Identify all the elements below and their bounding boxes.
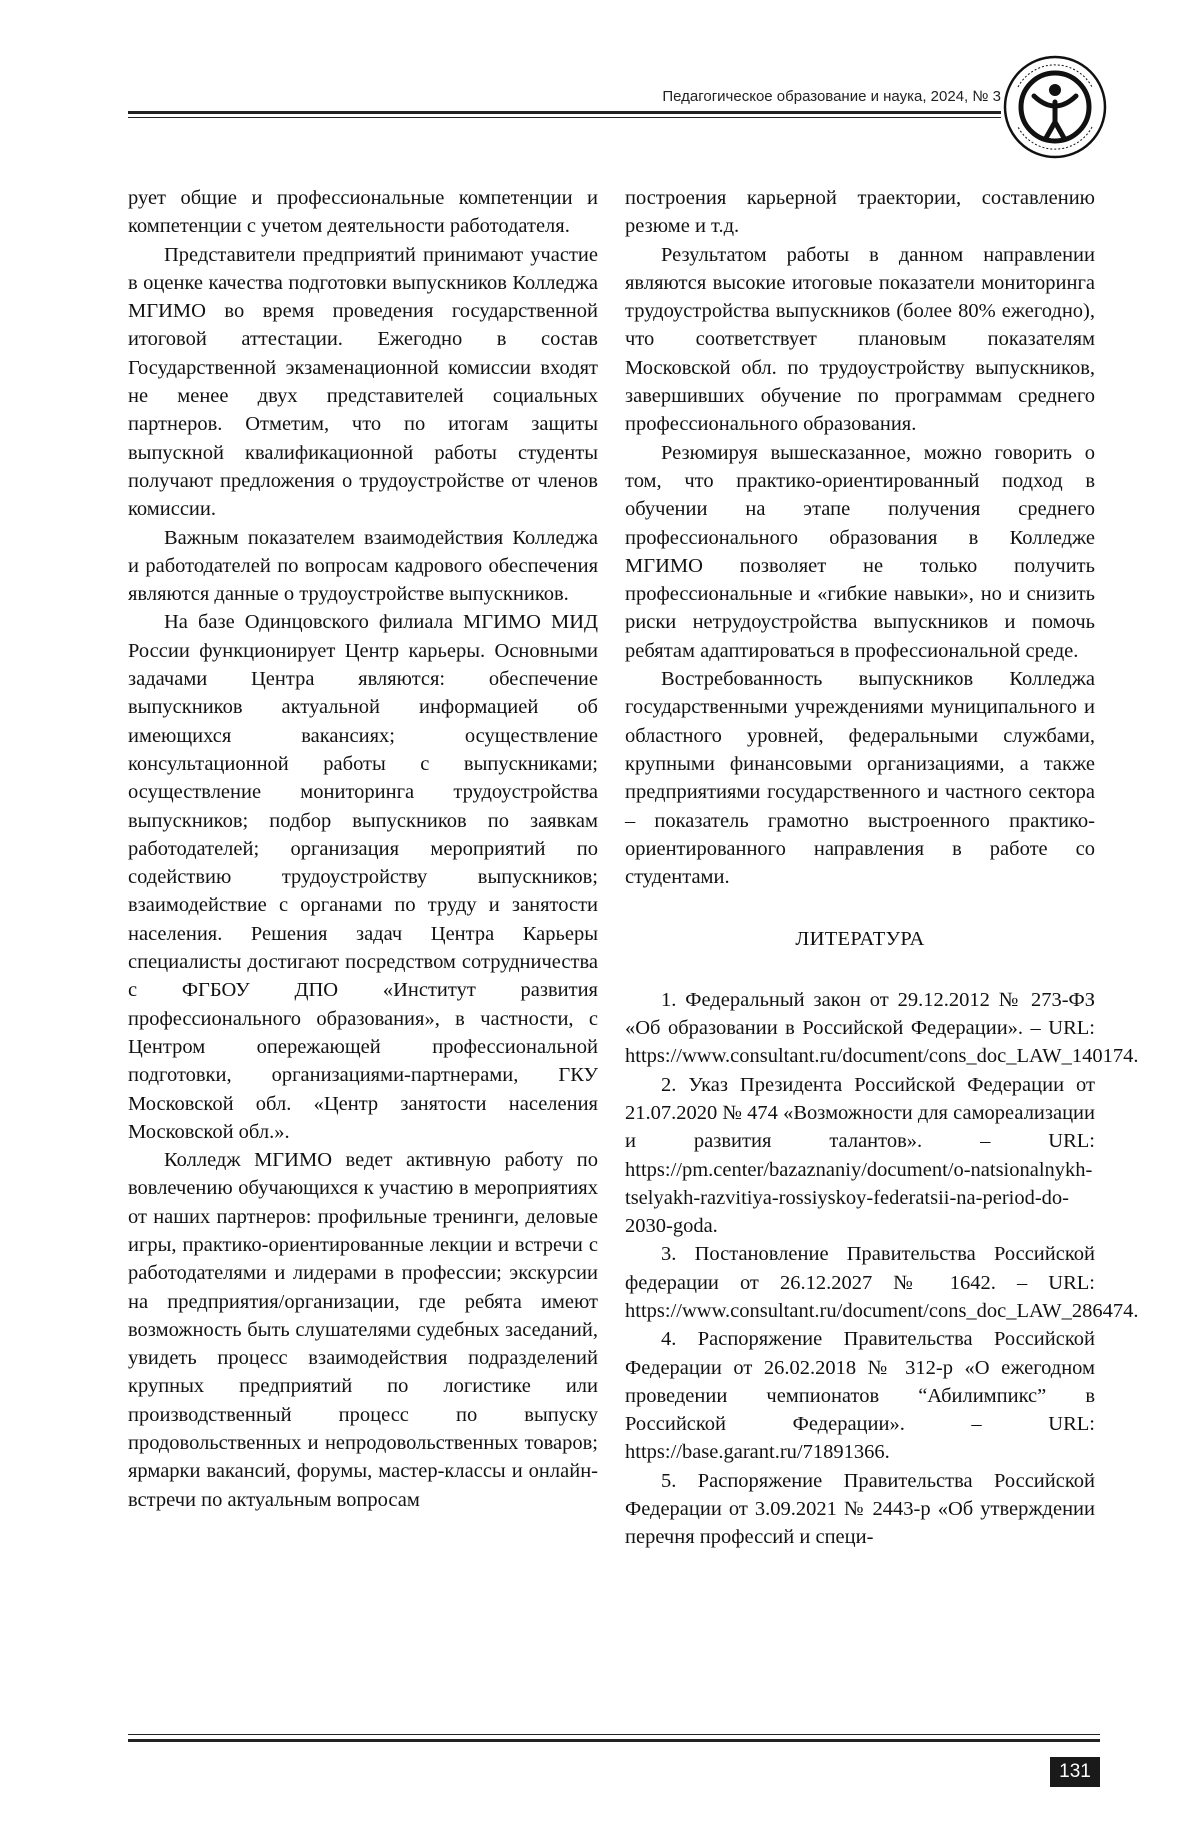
paragraph: Представители предприятий принимают участие в оценке качества подготовки выпускников Колледжа МГИМО во время проведения государственной итоговой аттестации. Ежегодно в состав Государственной экзаменационной комиссии входят не менее двух представителей социальных партнеров. Отметим, что по итогам защиты выпускной квалификационной работы студенты получают предложения о трудоустройстве от членов комиссии. <box>128 243 598 521</box>
journal-logo-icon <box>1000 52 1110 162</box>
paragraph: Результатом работы в данном направлении являются высокие итоговые показатели мониторинга трудоустройства выпускников (более 80% ежегодно), что соответствует плановым показателям Московской обл. по трудоустройству выпускников, завершивших обучение по программам среднего профессионального образования. <box>625 243 1095 436</box>
reference-item: 4. Распоряжение Правительства Российской Федерации от 26.02.2018 № 312-р «О ежегодном проведении чемпионатов “Абилимпикс” в Российской Федерации». – URL: https://base.garant.ru/71891366. <box>625 1328 1095 1464</box>
right-column <box>625 184 1139 1552</box>
footer-rule <box>128 1739 1100 1742</box>
footer-rule-thin <box>128 1734 1100 1735</box>
paragraph: Востребованность выпускников Колледжа государственными учреждениями муниципального и областного уровней, федеральными службами, крупными финансовыми организациями, а также предприятиями государственного и частного сектора – показатель грамотно выстроенного практико-ориентированного направления в работе со студентами. <box>625 668 1095 889</box>
literature-heading: ЛИТЕРАТУРА <box>795 928 925 951</box>
running-head: Педагогическое образование и наука, 2024, № 3 <box>662 88 1001 105</box>
paragraph: построения карьерной траектории, составлению резюме и т.д. <box>625 187 1095 238</box>
paragraph: рует общие и профессиональные компетенции и компетенции с учетом деятельности работодателя. <box>128 187 598 238</box>
reference-item: 3. Постановление Правительства Российской федерации от 26.12.2027 № 1642. – URL: https://www.consultant.ru/document/cons_doc_LAW_286474. <box>625 1243 1139 1322</box>
page-number: 131 <box>1050 1757 1100 1787</box>
left-column <box>128 184 598 1514</box>
reference-item: 5. Распоряжение Правительства Российской Федерации от 3.09.2021 № 2443-р «Об утверждении перечня профессий и специ- <box>625 1469 1095 1549</box>
reference-item: 1. Федеральный закон от 29.12.2012 № 273-ФЗ «Об образовании в Российской Федерации». – URL: https://www.consultant.ru/document/cons_doc_LAW_140174. <box>625 988 1139 1068</box>
paragraph: На базе Одинцовского филиала МГИМО МИД России функционирует Центр карьеры. Основными задачами Центра являются: обеспечение выпускников актуальной информацией об имеющихся вакансиях; осуществление консультационной работы с выпускниками; осуществление мониторинга трудоустройства выпускников; подбор выпускников по заявкам работодателей; организация мероприятий по содействию трудоустройству выпускников; взаимодействие с органами по труду и занятости населения. Решения задач Центра Карьеры специалисты достигают посредством сотрудничества с ФГБОУ ДПО «Институт развития профессионального образования», в частности, с Центром опережающей профессиональной подготовки, организациями-партнерами, ГКУ Московской обл. «Центр занятости населения Московской обл.». <box>128 611 598 1143</box>
header-rule-thin <box>128 117 1001 118</box>
reference-item: 2. Указ Президента Российской Федерации от 21.07.2020 № 474 «Возможности для самореализации и развития талантов». – URL: https://pm.center/bazaznaniy/document/o-natsionalnykh-tselyakh-razvitiya-rossiyskoy-federatsii-na-period-do-2030-goda. <box>625 1073 1095 1238</box>
paragraph: Важным показателем взаимодействия Колледжа и работодателей по вопросам кадрового обеспечения являются данные о трудоустройстве выпускников. <box>128 526 598 606</box>
paragraph: Колледж МГИМО ведет активную работу по вовлечению обучающихся к участию в мероприятиях от наших партнеров: профильные тренинги, деловые игры, практико-ориентированные лекции и встречи с работодателями и лидерами в профессии; экскурсии на предприятия/организации, где ребята имеют возможность быть слушателями судебных заседаний, увидеть процесс взаимодействия подразделений крупных предприятий по логистике или производственный процесс по выпуску продовольственных и непродовольственных товаров; ярмарки вакансий, форумы, мастер-классы и онлайн-встречи по актуальным вопросам <box>128 1149 598 1511</box>
header-rule <box>128 111 1001 114</box>
paragraph: Резюмируя вышесказанное, можно говорить о том, что практико-ориентированный подход в обучении на этапе получения среднего профессионального образования в Колледже МГИМО позволяет не только получить профессиональные и «гибкие навыки», но и снизить риски нетрудоустройства выпускников и помочь ребятам адаптироваться в профессиональной среде. <box>625 441 1095 662</box>
